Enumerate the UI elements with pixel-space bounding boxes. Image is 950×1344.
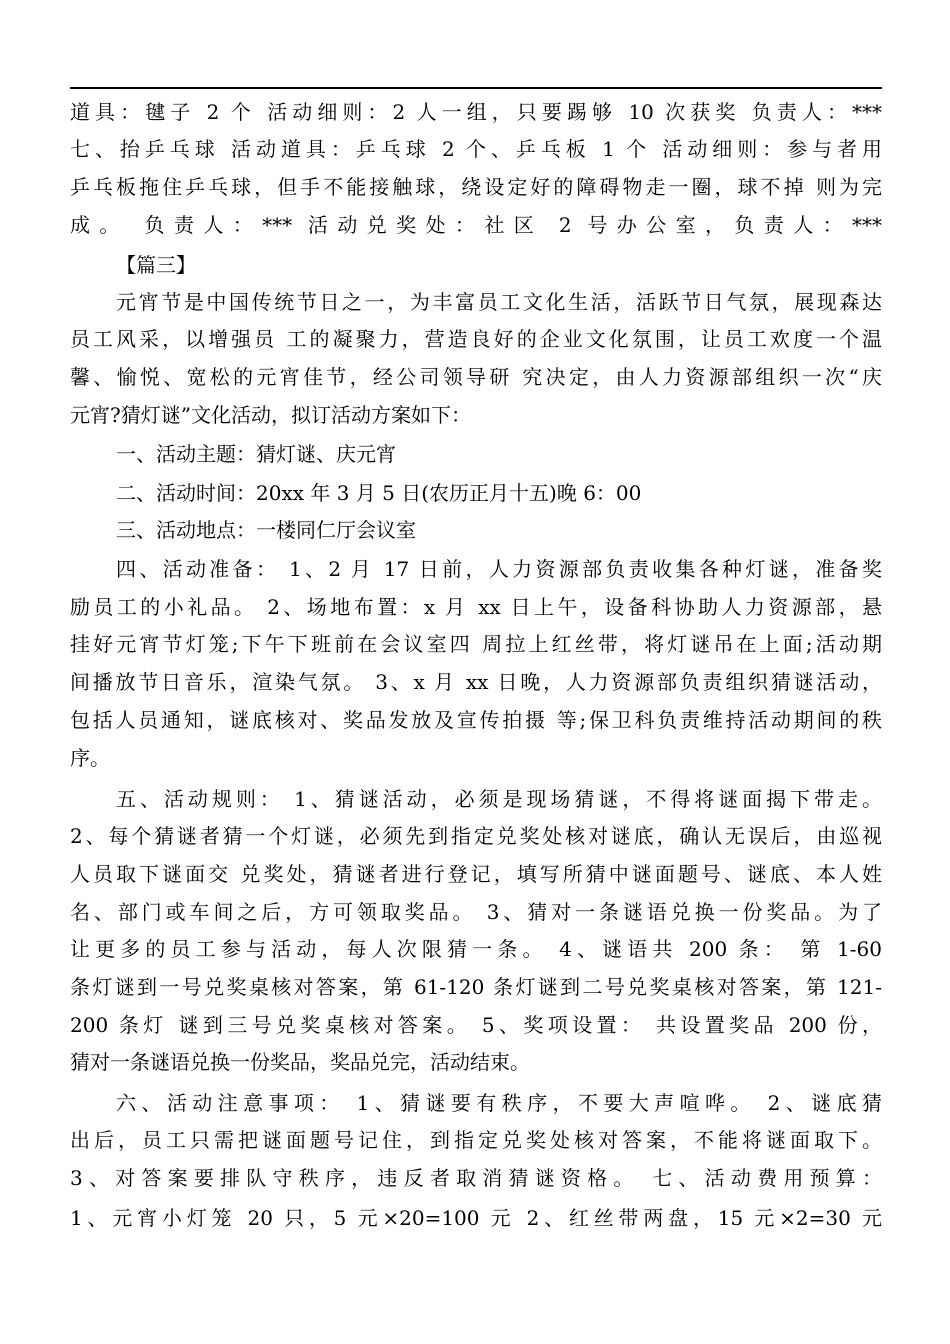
text-line: 间播放节日音乐，渲染气氛。 3、x 月 xx 日晚，人力资源部负责组织猜谜活动， xyxy=(70,670,882,694)
text-line: 出后，员工只需把谜面题号记住，到指定兑奖处核对答案，不能将谜面取下。 xyxy=(70,1128,882,1152)
text-line: 条灯谜到一号兑奖桌核对答案，第 61-120 条灯谜到二号兑奖桌核对答案，第 121- xyxy=(70,975,882,999)
text-line: 道具：毽子 2 个 活动细则：2 人一组，只要踢够 10 次获奖 负责人：*** xyxy=(70,100,882,124)
text-line: 馨、愉悦、宽松的元宵佳节，经公司领导研 究决定，由人力资源部组织一次“庆 xyxy=(70,365,882,389)
text-line: 猜对一条谜语兑换一份奖品，奖品兑完，活动结束。 xyxy=(70,1050,530,1074)
text-line: 四、活动准备： 1、2 月 17 日前，人力资源部负责收集各种灯谜，准备奖 xyxy=(116,557,882,581)
text-line: 乒乓板拖住乒乓球，但手不能接触球，绕设定好的障碍物走一圈，球不掉 则为完 xyxy=(70,175,882,199)
text-line: 200 条灯 谜到三号兑奖桌核对答案。 5、奖项设置： 共设置奖品 200 份， xyxy=(70,1013,882,1037)
text-line: 成。 负责人：*** 活动兑奖处：社区 2 号办公室，负责人：*** xyxy=(70,213,882,237)
text-line: 六、活动注意事项： 1、猜谜要有秩序，不要大声喧哗。 2、谜底猜 xyxy=(116,1091,882,1115)
text-line: 七、抬乒乓球 活动道具：乒乓球 2 个、乒乓板 1 个 活动细则：参与者用 xyxy=(70,137,882,161)
text-line: 二、活动时间：20xx 年 3 月 5 日(农历正月十五)晚 6：00 xyxy=(116,481,642,505)
text-line: 2、每个猜谜者猜一个灯谜，必须先到指定兑奖处核对谜底，确认无误后，由巡视 xyxy=(70,824,882,848)
text-line: 名、部门或车间之后，方可领取奖品。 3、猜对一条谜语兑换一份奖品。为了 xyxy=(70,900,882,924)
header-rule xyxy=(70,87,882,89)
text-line: 五、活动规则： 1、猜谜活动，必须是现场猜谜，不得将谜面揭下带走。 xyxy=(116,787,882,811)
text-line: 挂好元宵节灯笼;下午下班前在会议室四 周拉上红丝带，将灯谜吊在上面;活动期 xyxy=(70,632,882,656)
text-line: 元宵?猜灯谜”文化活动，拟订活动方案如下： xyxy=(70,403,471,427)
text-line: 序。 xyxy=(70,746,110,770)
text-line: 一、活动主题：猜灯谜、庆元宵 xyxy=(116,442,396,466)
text-line: 人员取下谜面交 兑奖处，猜谜者进行登记，填写所猜中谜面题号、谜底、本人姓 xyxy=(70,862,882,886)
section-heading: 【篇三】 xyxy=(116,253,196,277)
text-line: 励员工的小礼品。 2、场地布置：x 月 xx 日上午，设备科协助人力资源部，悬 xyxy=(70,595,882,619)
text-line: 1、元宵小灯笼 20 只，5 元×20=100 元 2、红丝带两盘，15 元×2=30 元 xyxy=(70,1206,882,1230)
text-line: 包括人员通知，谜底核对、奖品发放及宣传拍摄 等;保卫科负责维持活动期间的秩 xyxy=(70,708,882,732)
text-line: 3、对答案要排队守秩序，违反者取消猜谜资格。 七、活动费用预算： xyxy=(70,1166,882,1190)
text-line: 让更多的员工参与活动，每人次限猜一条。 4、谜语共 200 条： 第 1-60 xyxy=(70,937,882,961)
text-line: 三、活动地点：一楼同仁厅会议室 xyxy=(116,518,416,542)
text-line: 元宵节是中国传统节日之一，为丰富员工文化生活，活跃节日气氛，展现森达 xyxy=(116,290,882,314)
text-line: 员工风采，以增强员 工的凝聚力，营造良好的企业文化氛围，让员工欢度一个温 xyxy=(70,327,882,351)
